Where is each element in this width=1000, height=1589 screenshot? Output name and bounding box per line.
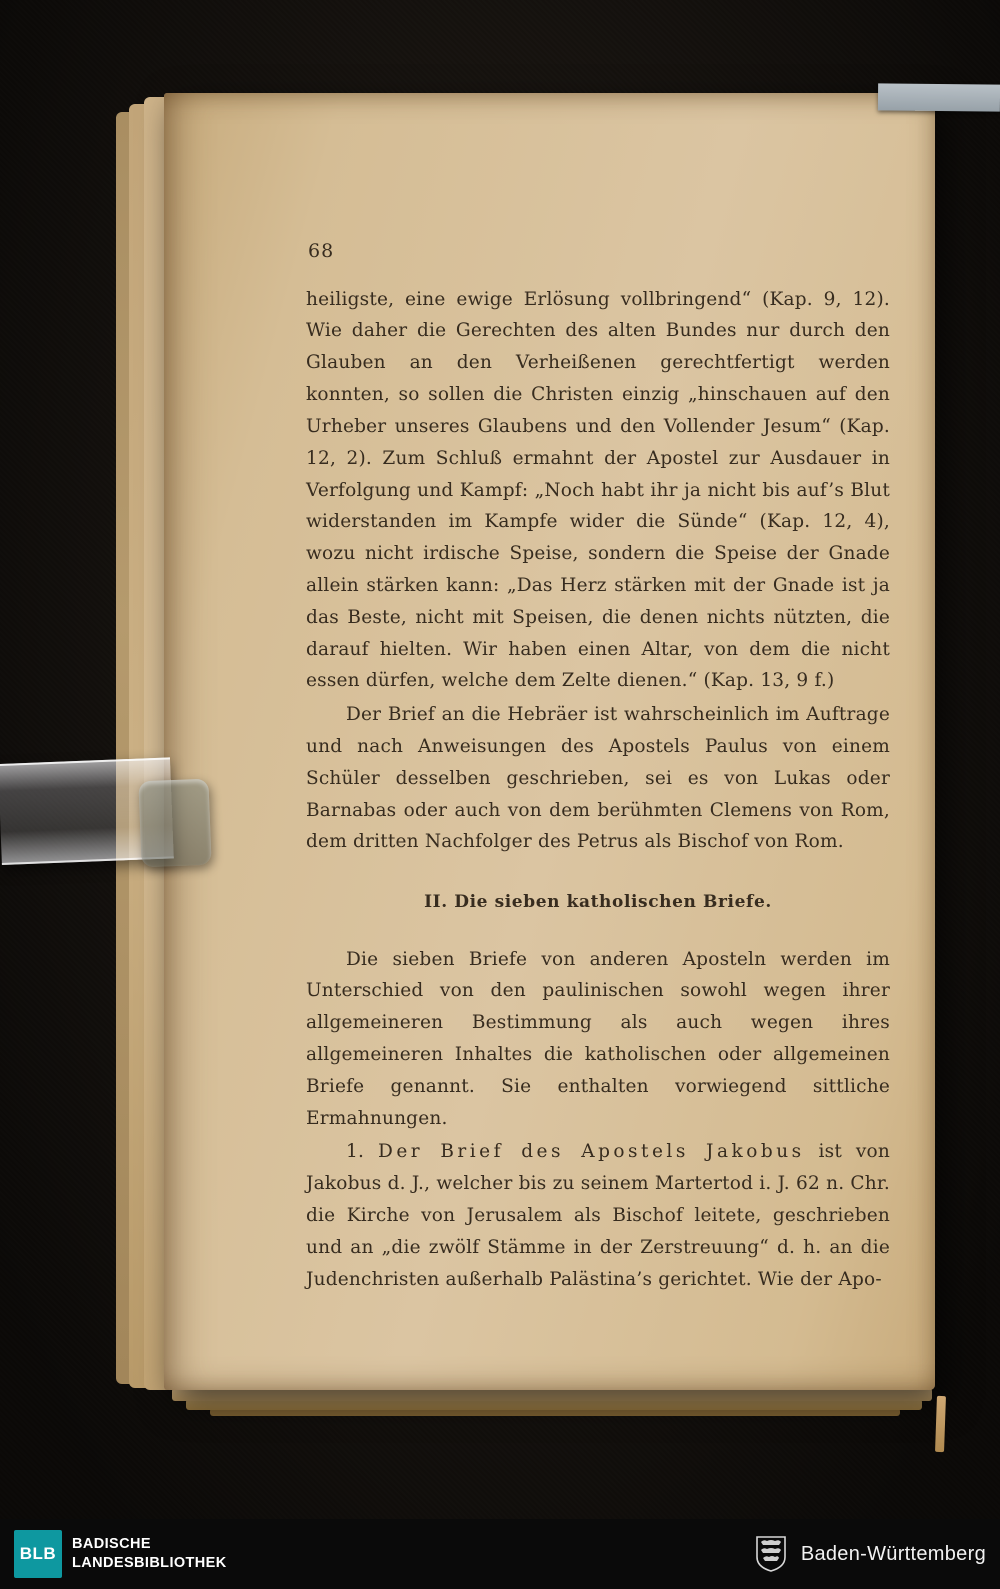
page-holder-clip	[138, 779, 211, 868]
library-name-line1: BADISCHE	[72, 1536, 151, 1553]
library-name-line2: LANDESBIBLIOTHEK	[72, 1555, 227, 1571]
paragraph-4	[306, 1136, 890, 1295]
state-branding	[751, 1534, 986, 1574]
page-text-block	[306, 235, 890, 1297]
bookmark-slip	[878, 83, 1000, 111]
page-number: 68	[308, 240, 335, 262]
bw-coat-of-arms-icon	[751, 1534, 791, 1574]
library-branding	[14, 1530, 227, 1578]
paragraph-4-emphasis: Der Brief des Apostels Jakobus	[377, 1141, 805, 1163]
book-page	[164, 93, 935, 1390]
paragraph-3: Die sieben Briefe von anderen Aposteln werden im Unterschied von den paulinischen sowohl wegen ihrer allgemeineren Bestimmung als auch wegen ihres allgemeineren Inhaltes die katholischen oder allgemeinen Briefe genannt. Sie enthalten vorwiegend sittliche Ermahnungen.	[306, 948, 890, 1129]
paragraph-4-rest: ist von Jakobus d. J., welcher bis zu seinem Martertod i. J. 62 n. Chr. die Kirche von Jerusalem als Bischof leitete, geschrieben und an „die zwölf Stämme in der Zerstreuung“ d. h. an die Judenchristen außerhalb Palästina’s gerichtet. Wie der Apo-	[306, 1141, 890, 1290]
paragraph-4-number: 1.	[346, 1141, 378, 1163]
paragraph-1: heiligste, eine ewige Erlösung vollbringend“ (Kap. 9, 12). Wie daher die Gerechten des alten Bundes nur durch den Glauben an den Verheißenen gerechtfertigt werden konnten, so sollen die Christen einzig „hinschauen auf den Urheber unseres Glaubens und den Vollender Jesum“ (Kap. 12, 2). Zum Schluß ermahnt der Apostel zur Ausdauer in Verfolgung und Kampf: „Noch habt ihr ja nicht bis auf’s Blut widerstanden im Kampfe wider die Sünde“ (Kap. 12, 4), wozu nicht irdische Speise, sondern die Speise der Gnade allein stärken kann: „Das Herz stärken mit der Gnade ist ja das Beste, nicht mit Speisen, die denen nichts nützten, die darauf hielten. Wir haben einen Altar, von dem die nicht essen dürfen, welche dem Zelte dienen.“ (Kap. 13, 9 f.)	[306, 288, 890, 692]
page-sliver	[935, 1396, 946, 1452]
paragraph-2: Der Brief an die Hebräer ist wahrscheinlich im Auftrage und nach Anweisungen des Apostels Paulus von einem Schüler desselben geschrieben, sei es von Lukas oder Barnabas oder auch von dem berühmten Clemens von Rom, dem dritten Nachfolger des Petrus als Bischof von Rom.	[306, 704, 890, 853]
footer-bar	[0, 1519, 1000, 1589]
section-heading: II. Die sieben katholischen Briefe.	[424, 892, 772, 913]
region-name: Baden-Württemberg	[800, 1542, 986, 1565]
blb-logo: BLB	[14, 1530, 62, 1578]
library-name	[72, 1535, 227, 1573]
